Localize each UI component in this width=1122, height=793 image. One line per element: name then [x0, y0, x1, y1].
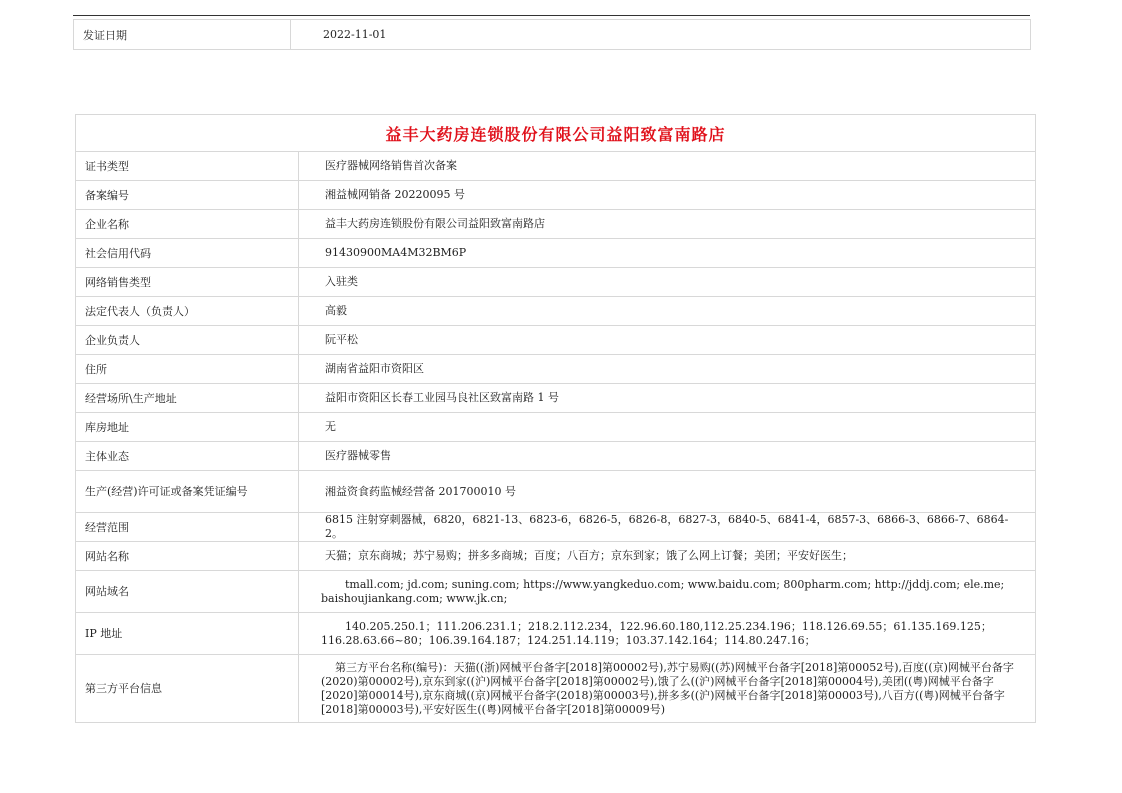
row-label: 主体业态 [76, 442, 299, 471]
table-row [76, 413, 1036, 442]
table-row [76, 384, 1036, 413]
row-value: 高毅 [299, 297, 1036, 326]
table-row [76, 181, 1036, 210]
row-value: 益丰大药房连锁股份有限公司益阳致富南路店 [299, 210, 1036, 239]
row-label: IP 地址 [76, 613, 299, 655]
issue-date-table [73, 19, 1031, 50]
row-value-text: 140.205.250.1；111.206.231.1；218.2.112.234，122.96.60.180,112.25.234.196；118.126.69.55；61.135.169.125；116.28.63.66~80；106.39.164.187；124.251.14.119；103.37.142.164；114.80.247.16； [321, 619, 992, 647]
record-table [75, 114, 1036, 723]
row-value: 湘益械网销备 20220095 号 [299, 181, 1036, 210]
title-row [76, 115, 1036, 152]
row-value [299, 613, 1036, 655]
table-row [76, 542, 1036, 571]
row-value: 医疗器械零售 [299, 442, 1036, 471]
top-rule [73, 15, 1030, 16]
row-value-text: 第三方平台名称(编号)：天猫((浙)网械平台备字[2018]第00002号),苏宁易购((苏)网械平台备字[2018]第00052号),百度((京)网械平台备字(2020)第00002号),京东到家((沪)网械平台备字[2018]第00002号),饿了么((沪)网械平台备字[2018]第00004号),美团((粤)网械平台备字[2020]第00014号),京东商城((京)网械平台备字(2018)第00003号),拼多多((沪)网械平台备字[2018]第00003号),八百方((粤)网械平台备字[2018]第00003号),平安好医生((粤)网械平台备字[2018]第00009号) [321, 660, 1014, 716]
row-label: 经营场所\生产地址 [76, 384, 299, 413]
table-row [76, 571, 1036, 613]
row-label: 生产(经营)许可证或备案凭证编号 [76, 471, 299, 513]
row-value: 入驻类 [299, 268, 1036, 297]
row-label: 企业名称 [76, 210, 299, 239]
row-label: 网站域名 [76, 571, 299, 613]
row-label: 社会信用代码 [76, 239, 299, 268]
row-value: 益阳市资阳区长春工业园马良社区致富南路 1 号 [299, 384, 1036, 413]
table-row [76, 210, 1036, 239]
table-row [76, 326, 1036, 355]
table-row [76, 513, 1036, 542]
row-value-text: tmall.com; jd.com; suning.com; https://www.yangkeduo.com; www.baidu.com; 800pharm.com; http://jddj.com; ele.me; baishoujiankang.com; www.jk.cn; [321, 577, 1005, 605]
table-row [76, 471, 1036, 513]
row-label: 证书类型 [76, 152, 299, 181]
row-value [299, 655, 1036, 723]
row-label: 第三方平台信息 [76, 655, 299, 723]
row-value: 阮平松 [299, 326, 1036, 355]
table-row [76, 655, 1036, 723]
table-row [76, 239, 1036, 268]
row-value: 湘益资食药监械经营备 201700010 号 [299, 471, 1036, 513]
row-label: 经营范围 [76, 513, 299, 542]
row-label: 住所 [76, 355, 299, 384]
row-label: 库房地址 [76, 413, 299, 442]
row-label: 网站名称 [76, 542, 299, 571]
issue-date-value: 2022-11-01 [291, 20, 1031, 50]
table-row [76, 152, 1036, 181]
table-row [76, 613, 1036, 655]
table-row [76, 355, 1036, 384]
row-value: 91430900MA4M32BM6P [299, 239, 1036, 268]
row-value: 6815 注射穿刺器械，6820，6821-13、6823-6，6826-5，6826-8，6827-3，6840-5、6841-4，6857-3、6866-3、6866-7、6864-2。 [299, 513, 1036, 542]
table-row [74, 20, 1031, 50]
row-value: 湖南省益阳市资阳区 [299, 355, 1036, 384]
row-value: 天猫；京东商城；苏宁易购；拼多多商城；百度；八百方；京东到家；饿了么网上订餐；美团；平安好医生； [299, 542, 1036, 571]
row-label: 法定代表人（负责人） [76, 297, 299, 326]
row-value [299, 571, 1036, 613]
row-label: 网络销售类型 [76, 268, 299, 297]
row-value: 无 [299, 413, 1036, 442]
row-value: 医疗器械网络销售首次备案 [299, 152, 1036, 181]
table-row [76, 268, 1036, 297]
row-label: 企业负责人 [76, 326, 299, 355]
record-title: 益丰大药房连锁股份有限公司益阳致富南路店 [76, 115, 1036, 152]
issue-date-label: 发证日期 [74, 20, 291, 50]
table-row [76, 442, 1036, 471]
table-row [76, 297, 1036, 326]
row-label: 备案编号 [76, 181, 299, 210]
